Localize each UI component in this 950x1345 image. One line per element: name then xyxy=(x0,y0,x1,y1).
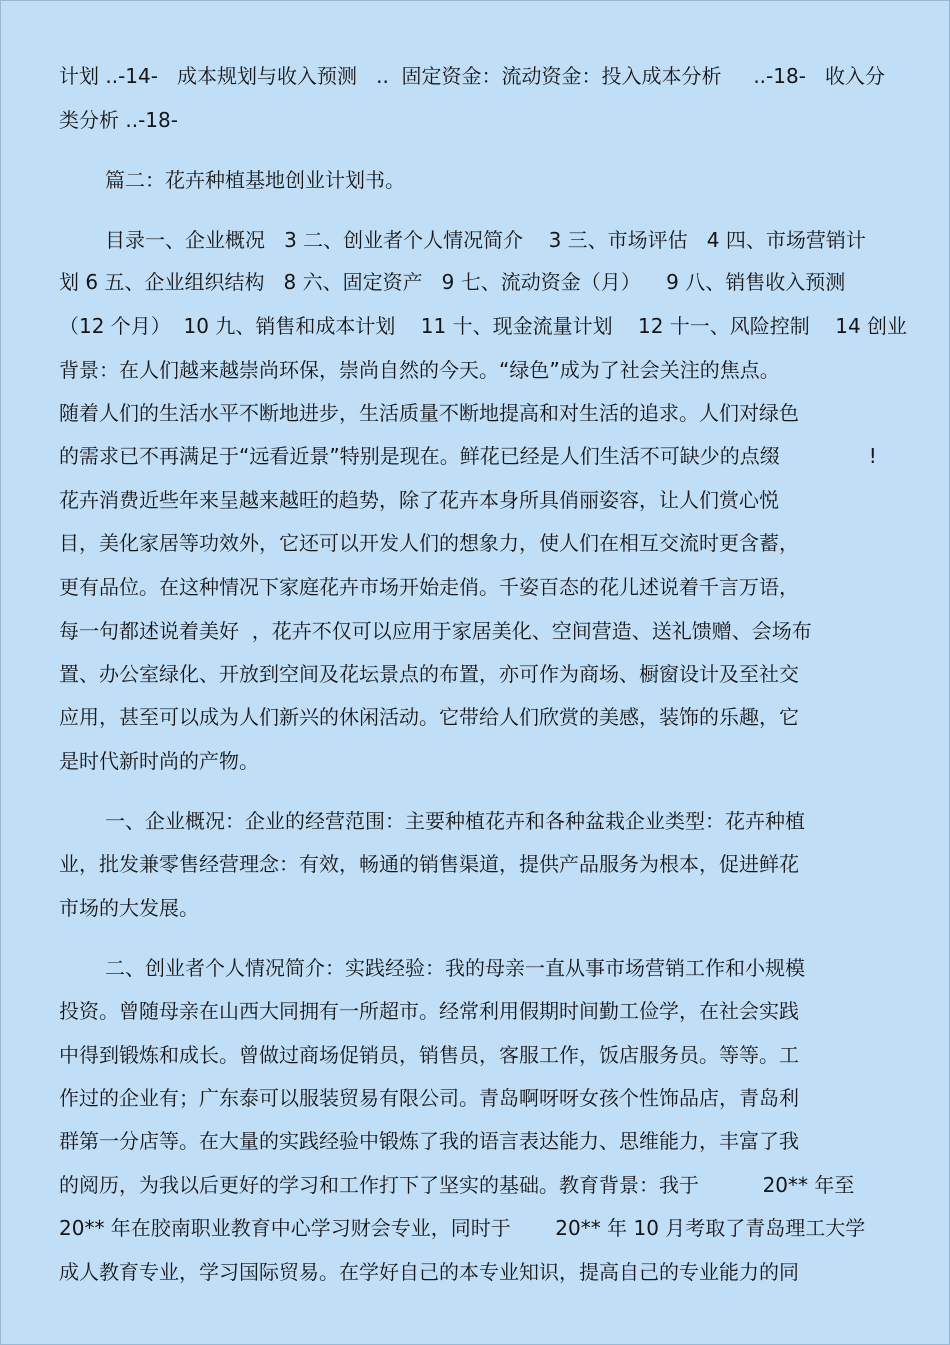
section-heading: 二、创业者个人情况简介：实践经验：我的母亲一直从事市场营销工作和小规模 xyxy=(105,956,805,980)
text-line: 应用，甚至可以成为人们新兴的休闲活动。它带给人们欣赏的美感，装饰的乐趣，它 xyxy=(59,705,799,729)
text-line: 业，批发兼零售经营理念：有效，畅通的销售渠道，提供产品服务为根本，促进鲜花 xyxy=(59,852,799,876)
text-line: 成人教育专业，学习国际贸易。在学好自己的本专业知识，提高自己的专业能力的同 xyxy=(59,1260,799,1284)
text-line: 划 6 五、企业组织结构 8 六、固定资产 9 七、流动资金（月） 9 八、销售收入预测 xyxy=(59,270,846,294)
text-line: 计划 ..-14- 成本规划与收入预测 .. 固定资金：流动资金：投入成本分析 ..-18- 收入分 xyxy=(59,64,885,88)
text-line: 随着人们的生活水平不断地进步，生活质量不断地提高和对生活的追求。人们对绿色 xyxy=(59,401,799,425)
text-line: 的需求已不再满足于“远看近景”特别是现在。鲜花已经是人们生活不可缺少的点缀 ! xyxy=(59,444,877,468)
text-line: 置、办公室绿化、开放到空间及花坛景点的布置，亦可作为商场、橱窗设计及至社交 xyxy=(59,662,799,686)
text-line: 市场的大发展。 xyxy=(59,896,199,920)
text-line: 目录一、企业概况 3 二、创业者个人情况简介 3 三、市场评估 4 四、市场营销计 xyxy=(105,228,866,252)
section-heading: 篇二：花卉种植基地创业计划书。 xyxy=(105,168,405,192)
text-line: （12 个月） 10 九、销售和成本计划 11 十、现金流量计划 12 十一、风险控制 14 创业 xyxy=(59,314,908,338)
text-line: 20** 年在胶南职业教育中心学习财会专业，同时于 20** 年 10 月考取了青岛理工大学 xyxy=(59,1216,866,1240)
text-line: 花卉消费近些年来呈越来越旺的趋势，除了花卉本身所具俏丽姿容，让人们赏心悦 xyxy=(59,488,779,512)
section-heading: 一、企业概况：企业的经营范围：主要种植花卉和各种盆栽企业类型：花卉种植 xyxy=(105,809,805,833)
text-line: 目，美化家居等功效外，它还可以开发人们的想象力，使人们在相互交流时更含蓄， xyxy=(59,531,799,555)
text-line: 投资。曾随母亲在山西大同拥有一所超市。经常利用假期时间勤工俭学，在社会实践 xyxy=(59,999,799,1023)
text-line: 是时代新时尚的产物。 xyxy=(59,749,259,773)
text-line: 中得到锻炼和成长。曾做过商场促销员，销售员，客服工作，饭店服务员。等等。工 xyxy=(59,1043,799,1067)
text-line: 的阅历，为我以后更好的学习和工作打下了坚实的基础。教育背景：我于 20** 年至 xyxy=(59,1173,855,1197)
text-line: 更有品位。在这种情况下家庭花卉市场开始走俏。千姿百态的花儿述说着千言万语， xyxy=(59,575,799,599)
text-line: 群第一分店等。在大量的实践经验中锻炼了我的语言表达能力、思维能力，丰富了我 xyxy=(59,1129,799,1153)
text-line: 背景：在人们越来越崇尚环保，崇尚自然的今天。“绿色”成为了社会关注的焦点。 xyxy=(59,358,780,382)
text-line: 每一句都述说着美好 ，花卉不仅可以应用于家居美化、空间营造、送礼馈赠、会场布 xyxy=(59,619,812,643)
text-line: 作过的企业有；广东泰可以服装贸易有限公司。青岛啊呀呀女孩个性饰品店，青岛利 xyxy=(59,1086,799,1110)
text-line: 类分析 ..-18- xyxy=(59,108,178,132)
